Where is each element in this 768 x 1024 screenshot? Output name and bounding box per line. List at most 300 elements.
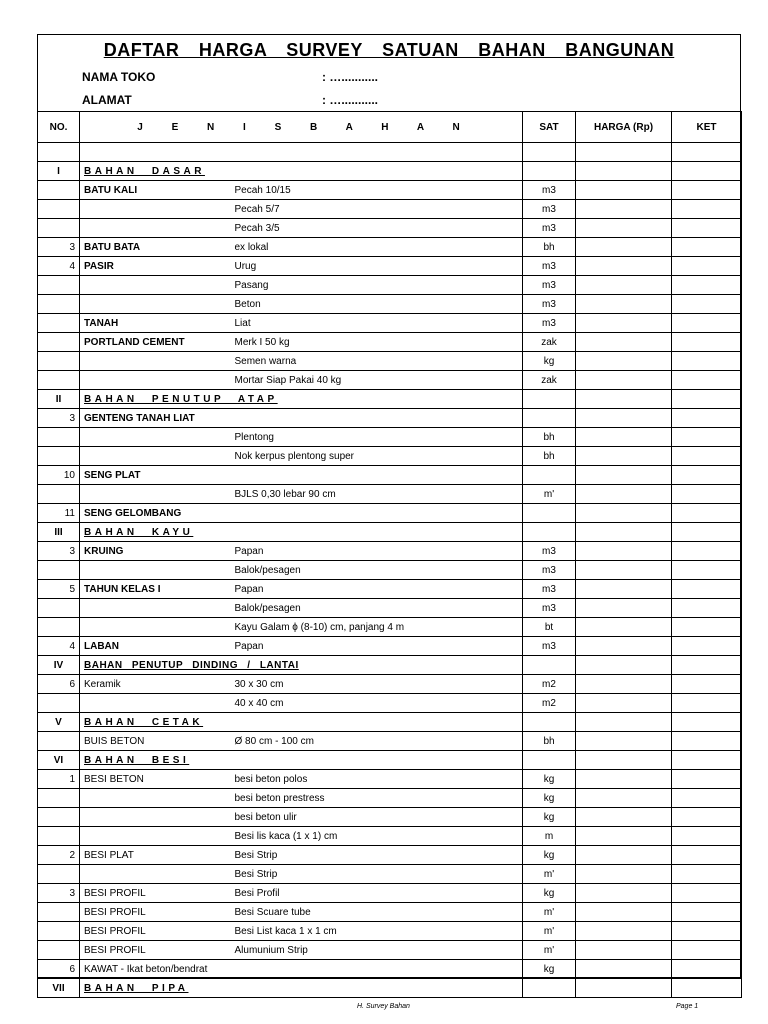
price-cell <box>576 846 672 865</box>
row-number: 1 <box>38 770 80 789</box>
notes-cell <box>672 580 742 599</box>
table-row <box>38 485 742 504</box>
material-name: BESI PROFIL <box>80 941 231 960</box>
material-name: BESI PROFIL <box>80 903 231 922</box>
row-number <box>38 333 80 352</box>
unit-cell <box>523 713 576 732</box>
price-cell <box>576 675 672 694</box>
material-spec: Plentong <box>231 428 523 447</box>
material-spec: Besi Scuare tube <box>231 903 523 922</box>
price-cell <box>576 808 672 827</box>
material-name: PASIR <box>80 257 231 276</box>
row-number <box>38 295 80 314</box>
material-spec: 30 x 30 cm <box>231 675 523 694</box>
material-name: KAWAT - Ikat beton/bendrat <box>80 960 231 979</box>
material-name <box>80 485 231 504</box>
price-cell <box>576 656 672 675</box>
unit-cell: m3 <box>523 542 576 561</box>
unit-cell: bh <box>523 732 576 751</box>
price-cell <box>576 542 672 561</box>
section-title <box>80 162 523 181</box>
section-title <box>80 751 523 770</box>
material-spec <box>231 409 523 428</box>
material-spec: Urug <box>231 257 523 276</box>
material-name: Keramik <box>80 675 231 694</box>
material-name: SENG GELOMBANG <box>80 504 231 523</box>
section-title <box>80 523 523 542</box>
row-number <box>38 371 80 390</box>
row-number: VII <box>38 979 80 998</box>
material-name <box>80 561 231 580</box>
section-row <box>38 656 742 675</box>
unit-cell: m3 <box>523 257 576 276</box>
unit-cell: m' <box>523 865 576 884</box>
row-number: 3 <box>38 409 80 428</box>
table-row <box>38 143 742 162</box>
notes-cell <box>672 713 742 732</box>
notes-cell <box>672 656 742 675</box>
table-row <box>38 789 742 808</box>
row-number: 11 <box>38 504 80 523</box>
table-row <box>38 314 742 333</box>
price-cell <box>576 713 672 732</box>
material-spec: Semen warna <box>231 352 523 371</box>
row-number <box>38 428 80 447</box>
material-spec: Besi List kaca 1 x 1 cm <box>231 922 523 941</box>
unit-cell <box>523 409 576 428</box>
section-label: BAHAN PENUTUP ATAP <box>84 393 278 405</box>
notes-cell <box>672 523 742 542</box>
materials-table <box>37 111 742 998</box>
material-name: LABAN <box>80 637 231 656</box>
notes-cell <box>672 618 742 637</box>
unit-cell: m3 <box>523 314 576 333</box>
material-spec: besi beton ulir <box>231 808 523 827</box>
notes-cell <box>672 637 742 656</box>
unit-cell <box>523 143 576 162</box>
price-cell <box>576 238 672 257</box>
notes-cell <box>672 694 742 713</box>
unit-cell: m' <box>523 485 576 504</box>
row-number <box>38 276 80 295</box>
row-number: I <box>38 162 80 181</box>
material-spec: Papan <box>231 580 523 599</box>
section-label: BAHAN PENUTUP DINDING / LANTAI <box>84 659 299 671</box>
notes-cell <box>672 827 742 846</box>
material-name: BESI PROFIL <box>80 922 231 941</box>
material-spec: Beton <box>231 295 523 314</box>
material-spec: Alumunium Strip <box>231 941 523 960</box>
notes-cell <box>672 770 742 789</box>
notes-cell <box>672 162 742 181</box>
unit-cell: bh <box>523 447 576 466</box>
material-spec: ex lokal <box>231 238 523 257</box>
notes-cell <box>672 219 742 238</box>
row-number: 5 <box>38 580 80 599</box>
row-number: 3 <box>38 542 80 561</box>
material-name <box>80 789 231 808</box>
material-spec: Besi lis kaca (1 x 1) cm <box>231 827 523 846</box>
material-spec: Pecah 5/7 <box>231 200 523 219</box>
unit-cell: m2 <box>523 694 576 713</box>
price-cell <box>576 770 672 789</box>
price-cell <box>576 314 672 333</box>
material-name: KRUING <box>80 542 231 561</box>
price-cell <box>576 295 672 314</box>
unit-cell: m3 <box>523 637 576 656</box>
price-survey-form <box>37 34 741 994</box>
unit-cell: m3 <box>523 295 576 314</box>
notes-cell <box>672 352 742 371</box>
material-spec: Mortar Siap Pakai 40 kg <box>231 371 523 390</box>
row-number: 10 <box>38 466 80 485</box>
section-row <box>38 751 742 770</box>
material-spec: Besi Strip <box>231 865 523 884</box>
price-cell <box>576 561 672 580</box>
table-row <box>38 618 742 637</box>
material-name: TANAH <box>80 314 231 333</box>
price-cell <box>576 162 672 181</box>
price-cell <box>576 789 672 808</box>
section-title <box>80 979 523 998</box>
material-spec: Papan <box>231 637 523 656</box>
notes-cell <box>672 314 742 333</box>
notes-cell <box>672 675 742 694</box>
unit-cell: m3 <box>523 599 576 618</box>
price-cell <box>576 732 672 751</box>
row-number: VI <box>38 751 80 770</box>
notes-cell <box>672 143 742 162</box>
material-spec: Merk I 50 kg <box>231 333 523 352</box>
table-row <box>38 960 742 979</box>
unit-cell <box>523 162 576 181</box>
section-row <box>38 713 742 732</box>
section-label: BAHAN BESI <box>84 754 190 766</box>
table-row <box>38 257 742 276</box>
unit-cell <box>523 751 576 770</box>
table-row <box>38 466 742 485</box>
price-cell <box>576 352 672 371</box>
material-spec: Ø 80 cm - 100 cm <box>231 732 523 751</box>
unit-cell: zak <box>523 371 576 390</box>
notes-cell <box>672 200 742 219</box>
material-spec: besi beton prestress <box>231 789 523 808</box>
price-cell <box>576 504 672 523</box>
row-number: 6 <box>38 960 80 979</box>
row-number <box>38 827 80 846</box>
table-row <box>38 637 742 656</box>
section-row <box>38 523 742 542</box>
unit-cell: m3 <box>523 200 576 219</box>
row-number <box>38 561 80 580</box>
material-spec <box>231 504 523 523</box>
notes-cell <box>672 884 742 903</box>
footer-left: H. Survey Bahan <box>357 1003 410 1010</box>
material-name <box>80 447 231 466</box>
unit-cell: kg <box>523 789 576 808</box>
unit-cell: m <box>523 827 576 846</box>
material-spec: Pecah 10/15 <box>231 181 523 200</box>
notes-cell <box>672 960 742 979</box>
material-name: BUIS BETON <box>80 732 231 751</box>
material-name: BATU BATA <box>80 238 231 257</box>
notes-cell <box>672 732 742 751</box>
material-spec <box>231 143 523 162</box>
unit-cell: kg <box>523 960 576 979</box>
table-row <box>38 884 742 903</box>
section-title <box>80 713 523 732</box>
price-cell <box>576 941 672 960</box>
price-cell <box>576 618 672 637</box>
price-cell <box>576 200 672 219</box>
material-name <box>80 618 231 637</box>
table-header-row <box>38 112 742 143</box>
price-cell <box>576 637 672 656</box>
table-row <box>38 295 742 314</box>
material-name <box>80 865 231 884</box>
material-name: PORTLAND CEMENT <box>80 333 231 352</box>
table-row <box>38 542 742 561</box>
unit-cell: kg <box>523 352 576 371</box>
notes-cell <box>672 428 742 447</box>
price-cell <box>576 428 672 447</box>
table-row <box>38 371 742 390</box>
material-spec <box>231 466 523 485</box>
notes-cell <box>672 181 742 200</box>
row-number: 2 <box>38 846 80 865</box>
material-name <box>80 428 231 447</box>
unit-cell: bh <box>523 428 576 447</box>
table-row <box>38 827 742 846</box>
material-spec: 40 x 40 cm <box>231 694 523 713</box>
notes-cell <box>672 257 742 276</box>
price-cell <box>576 219 672 238</box>
notes-cell <box>672 295 742 314</box>
row-number: 4 <box>38 637 80 656</box>
unit-cell <box>523 523 576 542</box>
notes-cell <box>672 922 742 941</box>
table-row <box>38 694 742 713</box>
price-cell <box>576 447 672 466</box>
material-name <box>80 200 231 219</box>
unit-cell <box>523 390 576 409</box>
row-number <box>38 314 80 333</box>
price-cell <box>576 409 672 428</box>
table-row <box>38 428 742 447</box>
unit-cell: kg <box>523 884 576 903</box>
unit-cell: bh <box>523 238 576 257</box>
notes-cell <box>672 485 742 504</box>
table-row <box>38 675 742 694</box>
unit-cell: m3 <box>523 181 576 200</box>
unit-cell: zak <box>523 333 576 352</box>
section-label: BAHAN KAYU <box>84 526 194 538</box>
notes-cell <box>672 941 742 960</box>
table-row <box>38 333 742 352</box>
price-cell <box>576 333 672 352</box>
material-name <box>80 694 231 713</box>
document-title: DAFTAR HARGA SURVEY SATUAN BAHAN BANGUNAN <box>103 40 675 60</box>
material-name <box>80 352 231 371</box>
price-cell <box>576 276 672 295</box>
notes-cell <box>672 504 742 523</box>
material-spec: Liat <box>231 314 523 333</box>
table-row <box>38 770 742 789</box>
store-name-value: : …........... <box>322 70 379 84</box>
price-cell <box>576 181 672 200</box>
material-name <box>80 827 231 846</box>
material-name <box>80 599 231 618</box>
table-row <box>38 447 742 466</box>
row-number <box>38 789 80 808</box>
unit-cell <box>523 466 576 485</box>
store-address-value: : …........... <box>322 93 379 107</box>
material-spec: Pasang <box>231 276 523 295</box>
notes-cell <box>672 466 742 485</box>
table-row <box>38 903 742 922</box>
notes-cell <box>672 447 742 466</box>
header-jenis-bahan: J E N I S B A H A N <box>80 112 523 143</box>
row-number: V <box>38 713 80 732</box>
unit-cell: kg <box>523 770 576 789</box>
table-row <box>38 276 742 295</box>
section-row <box>38 979 742 998</box>
material-spec: Pecah 3/5 <box>231 219 523 238</box>
material-spec: Nok kerpus plentong super <box>231 447 523 466</box>
material-name <box>80 143 231 162</box>
row-number <box>38 922 80 941</box>
table-row <box>38 352 742 371</box>
row-number <box>38 618 80 637</box>
unit-cell: bt <box>523 618 576 637</box>
notes-cell <box>672 903 742 922</box>
unit-cell <box>523 504 576 523</box>
store-name-label: NAMA TOKO <box>82 70 156 84</box>
unit-cell <box>523 979 576 998</box>
notes-cell <box>672 238 742 257</box>
row-number <box>38 485 80 504</box>
table-row <box>38 219 742 238</box>
table-row <box>38 941 742 960</box>
section-row <box>38 390 742 409</box>
unit-cell: kg <box>523 846 576 865</box>
row-number <box>38 447 80 466</box>
material-name: SENG PLAT <box>80 466 231 485</box>
table-row <box>38 561 742 580</box>
notes-cell <box>672 865 742 884</box>
row-number: 3 <box>38 884 80 903</box>
material-name: BESI PROFIL <box>80 884 231 903</box>
table-row <box>38 732 742 751</box>
unit-cell: kg <box>523 808 576 827</box>
material-spec: besi beton polos <box>231 770 523 789</box>
price-cell <box>576 979 672 998</box>
material-name: TAHUN KELAS I <box>80 580 231 599</box>
notes-cell <box>672 599 742 618</box>
price-cell <box>576 371 672 390</box>
price-cell <box>576 523 672 542</box>
row-number: 3 <box>38 238 80 257</box>
unit-cell: m2 <box>523 675 576 694</box>
price-cell <box>576 865 672 884</box>
notes-cell <box>672 751 742 770</box>
section-label: BAHAN CETAK <box>84 716 204 728</box>
material-name <box>80 219 231 238</box>
price-cell <box>576 466 672 485</box>
header-no: NO. <box>38 112 80 143</box>
price-cell <box>576 922 672 941</box>
header-ket: KET <box>672 112 742 143</box>
row-number <box>38 694 80 713</box>
notes-cell <box>672 846 742 865</box>
price-cell <box>576 751 672 770</box>
section-row <box>38 162 742 181</box>
row-number: IV <box>38 656 80 675</box>
price-cell <box>576 694 672 713</box>
table-row <box>38 504 742 523</box>
section-title <box>80 656 523 675</box>
notes-cell <box>672 789 742 808</box>
row-number: 6 <box>38 675 80 694</box>
table-row <box>38 580 742 599</box>
row-number <box>38 903 80 922</box>
notes-cell <box>672 333 742 352</box>
notes-cell <box>672 409 742 428</box>
row-number <box>38 599 80 618</box>
section-label: BAHAN PIPA <box>84 982 189 994</box>
table-row <box>38 238 742 257</box>
header-harga: HARGA (Rp) <box>576 112 672 143</box>
notes-cell <box>672 276 742 295</box>
row-number <box>38 732 80 751</box>
price-cell <box>576 257 672 276</box>
price-cell <box>576 143 672 162</box>
notes-cell <box>672 808 742 827</box>
row-number: II <box>38 390 80 409</box>
section-label: BAHAN DASAR <box>84 165 205 177</box>
unit-cell: m' <box>523 941 576 960</box>
material-name: BESI PLAT <box>80 846 231 865</box>
unit-cell: m' <box>523 903 576 922</box>
table-row <box>38 409 742 428</box>
material-spec: Besi Strip <box>231 846 523 865</box>
row-number <box>38 181 80 200</box>
material-spec: BJLS 0,30 lebar 90 cm <box>231 485 523 504</box>
material-name <box>80 371 231 390</box>
material-name <box>80 276 231 295</box>
row-number <box>38 200 80 219</box>
material-spec <box>231 960 523 979</box>
row-number <box>38 865 80 884</box>
row-number <box>38 219 80 238</box>
unit-cell <box>523 656 576 675</box>
table-row <box>38 808 742 827</box>
unit-cell: m3 <box>523 580 576 599</box>
material-spec: Papan <box>231 542 523 561</box>
price-cell <box>576 580 672 599</box>
price-cell <box>576 884 672 903</box>
material-spec: Besi Profil <box>231 884 523 903</box>
store-address-label: ALAMAT <box>82 93 132 107</box>
table-row <box>38 922 742 941</box>
header-sat: SAT <box>523 112 576 143</box>
footer-page-number: Page 1 <box>676 1003 699 1010</box>
table-row <box>38 200 742 219</box>
material-name: BATU KALI <box>80 181 231 200</box>
unit-cell: m3 <box>523 219 576 238</box>
row-number: 4 <box>38 257 80 276</box>
row-number: III <box>38 523 80 542</box>
